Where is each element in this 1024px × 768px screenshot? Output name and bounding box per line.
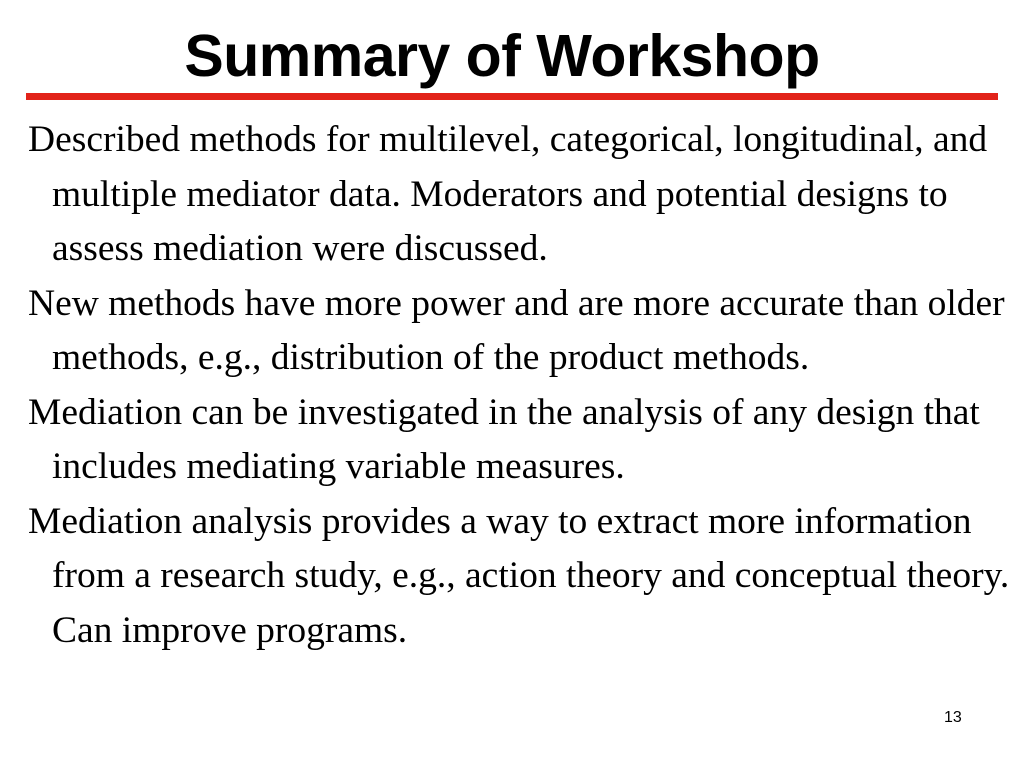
slide-number: 13 xyxy=(944,709,962,726)
bullet-item: New methods have more power and are more accurate than older methods, e.g., distribution of the product methods. xyxy=(28,282,1005,378)
slide-title: Summary of Workshop xyxy=(184,23,820,89)
bullet-item: Mediation can be investigated in the analysis of any design that includes mediating variable measures. xyxy=(28,391,980,487)
bullet-item: Described methods for multilevel, categorical, longitudinal, and multiple mediator data. Moderators and potential designs to assess mediation were discussed. xyxy=(28,119,988,269)
title-divider xyxy=(26,93,998,100)
bullet-item: Mediation analysis provides a way to extract more information from a research study, e.g., action theory and conceptual theory. Can improve programs. xyxy=(28,500,1010,651)
bullet-list xyxy=(28,113,1020,658)
